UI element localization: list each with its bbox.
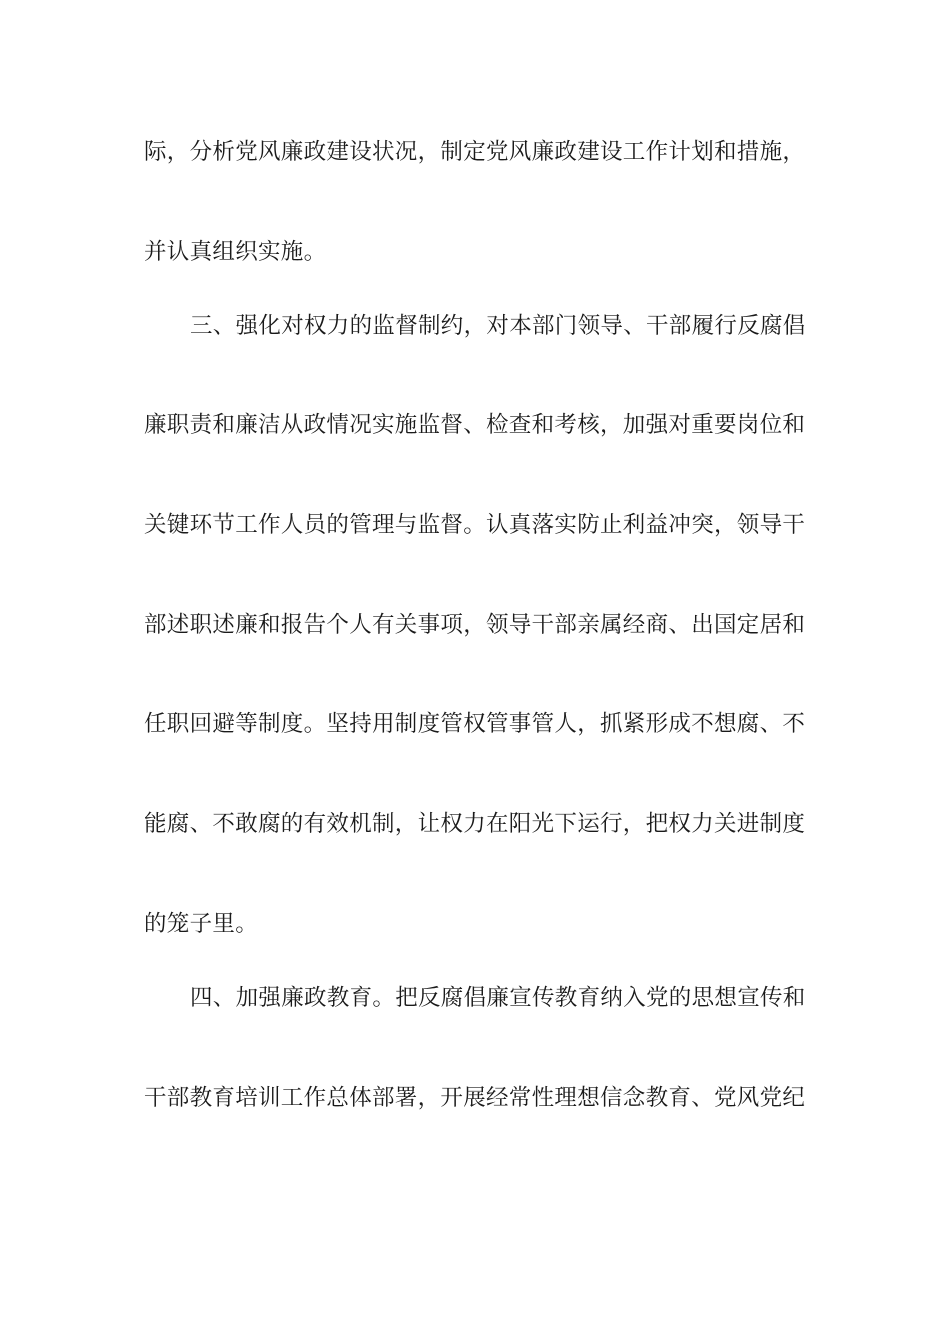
paragraph-line-5: 关键环节工作人员的管理与监督。认真落实防止利益冲突，领导干: [144, 512, 806, 538]
paragraph-line-1: 际，分析党风廉政建设状况，制定党风廉政建设工作计划和措施，: [144, 139, 806, 165]
paragraph-line-8: 能腐、不敢腐的有效机制，让权力在阳光下运行，把权力关进制度: [144, 811, 806, 837]
paragraph-line-7: 任职回避等制度。坚持用制度管权管事管人，抓紧形成不想腐、不: [144, 711, 806, 737]
paragraph-line-11: 干部教育培训工作总体部署，开展经常性理想信念教育、党风党纪: [144, 1085, 806, 1111]
paragraph-line-4: 廉职责和廉洁从政情况实施监督、检查和考核，加强对重要岗位和: [144, 412, 806, 438]
paragraph-line-3: 三、强化对权力的监督制约，对本部门领导、干部履行反腐倡: [190, 313, 806, 339]
paragraph-line-10: 四、加强廉政教育。把反腐倡廉宣传教育纳入党的思想宣传和: [190, 985, 806, 1011]
paragraph-line-6: 部述职述廉和报告个人有关事项，领导干部亲属经商、出国定居和: [144, 612, 806, 638]
paragraph-line-2: 并认真组织实施。: [144, 239, 327, 265]
paragraph-line-9: 的笼子里。: [144, 911, 259, 937]
